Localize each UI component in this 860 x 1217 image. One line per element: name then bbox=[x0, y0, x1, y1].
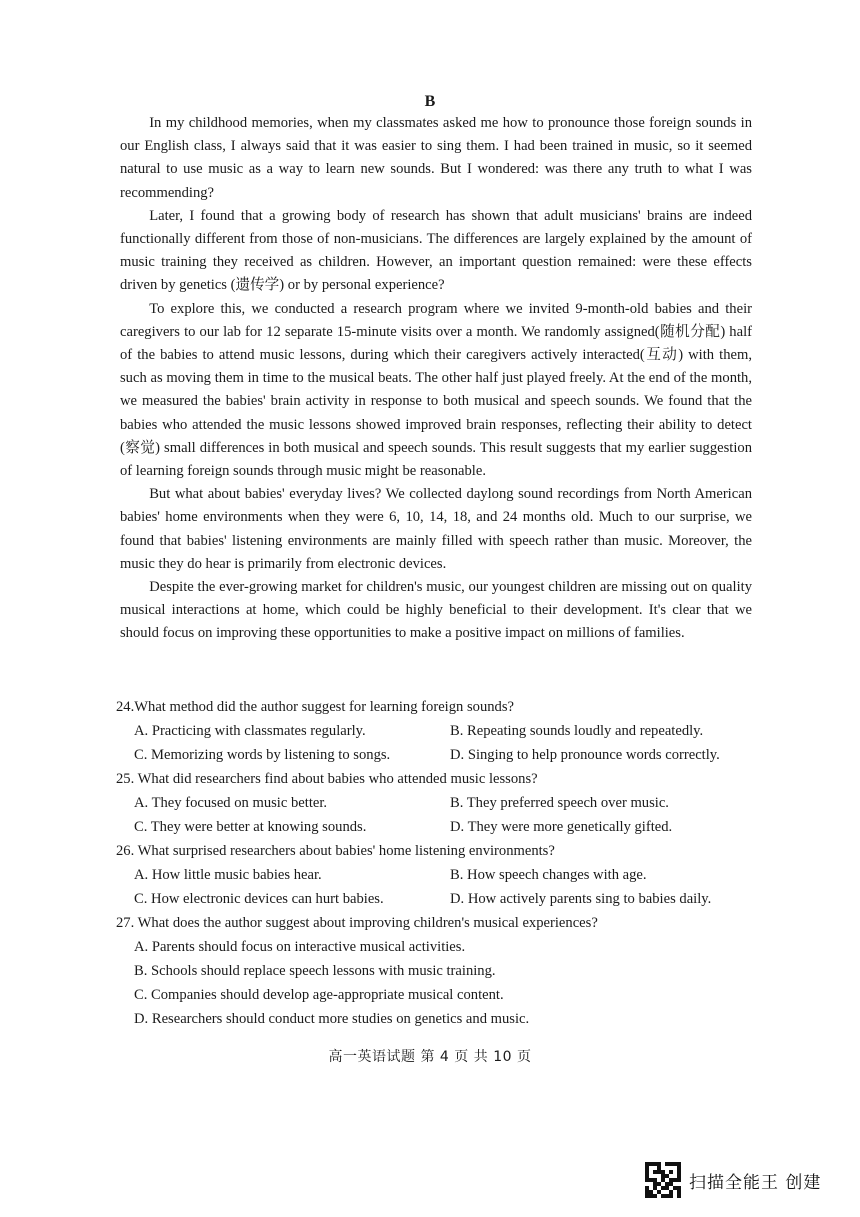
option-b: B. How speech changes with age. bbox=[450, 867, 647, 883]
option-d: D. How actively parents sing to babies daily. bbox=[450, 891, 712, 907]
option-c: C. Memorizing words by listening to songs. bbox=[134, 747, 391, 763]
option-c: C. Companies should develop age-appropriate musical content. bbox=[134, 987, 504, 1003]
option-a: A. Parents should focus on interactive musical activities. bbox=[134, 939, 466, 955]
option-d: D. Singing to help pronounce words correctly. bbox=[450, 747, 720, 763]
page-footer: 高一英语试题 第 4 页 共 10 页 bbox=[328, 1049, 532, 1065]
passage-paragraph-3: To explore this, we conducted a research program where we invited 9-month-old babies and their caregivers to our lab for 12 separate 15-minute visits over a month. We randomly assigned(随机分配) half of the babies to attend music lessons, during which their caregivers actively interacted(互动) with them, such as moving them in time to the musical beats. The other half just played freely. At the end of the month, we measured the babies' brain activity in response to both musical and speech sounds. We found that the babies who attended the music lessons showed improved brain responses, reflecting their ability to detect (察觉) small differences in both musical and speech sounds. This result suggests that my earlier suggestion of learning foreign sounds through music might be reasonable. bbox=[120, 300, 752, 480]
question-stem: 26. What surprised researchers about babies' home listening environments? bbox=[116, 843, 555, 859]
option-b: B. They preferred speech over music. bbox=[450, 795, 669, 811]
question-26 bbox=[116, 839, 756, 911]
option-list bbox=[116, 935, 756, 1031]
qr-code-icon bbox=[645, 1162, 681, 1198]
option-b: B. Schools should replace speech lessons with music training. bbox=[134, 963, 496, 979]
option-d: D. They were more genetically gifted. bbox=[450, 819, 673, 835]
question-list bbox=[116, 695, 756, 1031]
question-24 bbox=[116, 695, 756, 767]
question-stem: 25. What did researchers find about babies who attended music lessons? bbox=[116, 771, 538, 787]
section-heading: B bbox=[424, 93, 436, 110]
option-b: B. Repeating sounds loudly and repeatedly. bbox=[450, 723, 704, 739]
question-stem: 27. What does the author suggest about improving children's musical experiences? bbox=[116, 915, 598, 931]
passage-paragraph-5: Despite the ever-growing market for children's music, our youngest children are missing out on quality musical interactions at home, which could be highly beneficial to their development. It's clear that we should focus on improving these opportunities to make a positive impact on millions of families. bbox=[120, 579, 752, 642]
scanner-watermark bbox=[645, 1162, 821, 1198]
question-27 bbox=[116, 911, 756, 1031]
option-a: A. How little music babies hear. bbox=[134, 867, 322, 883]
option-grid bbox=[116, 863, 756, 911]
option-grid bbox=[116, 719, 756, 767]
passage-paragraph-2: Later, I found that a growing body of research has shown that adult musicians' brains are indeed functionally different from those of non-musicians. The differences are largely explained by the amount of music training they received as children. However, an important question remained: were these effects driven by genetics (遗传学) or by personal experience? bbox=[120, 207, 752, 294]
option-a: A. Practicing with classmates regularly. bbox=[134, 723, 366, 739]
question-25 bbox=[116, 767, 756, 839]
option-a: A. They focused on music better. bbox=[134, 795, 328, 811]
watermark-text: 扫描全能王 创建 bbox=[689, 1172, 822, 1193]
reading-passage bbox=[120, 112, 752, 646]
option-d: D. Researchers should conduct more studies on genetics and music. bbox=[134, 1011, 530, 1027]
option-c: C. They were better at knowing sounds. bbox=[134, 819, 367, 835]
passage-paragraph-1: In my childhood memories, when my classmates asked me how to pronounce those foreign sounds in our English class, I always said that it was easier to sing them. I had been trained in music, so it seemed natural to use music as a way to learn new sounds. But I wondered: was there any truth to what I was recommending? bbox=[120, 115, 752, 201]
option-c: C. How electronic devices can hurt babies. bbox=[134, 891, 384, 907]
option-grid bbox=[116, 791, 756, 839]
passage-paragraph-4: But what about babies' everyday lives? We collected daylong sound recordings from North American babies' home environments when they were 6, 10, 14, 18, and 24 months old. Much to our surprise, we found that babies' listening environments are mainly filled with speech rather than music. Moreover, the music they do hear is primarily from electronic devices. bbox=[120, 486, 752, 572]
question-stem: 24.What method did the author suggest for learning foreign sounds? bbox=[116, 699, 514, 715]
